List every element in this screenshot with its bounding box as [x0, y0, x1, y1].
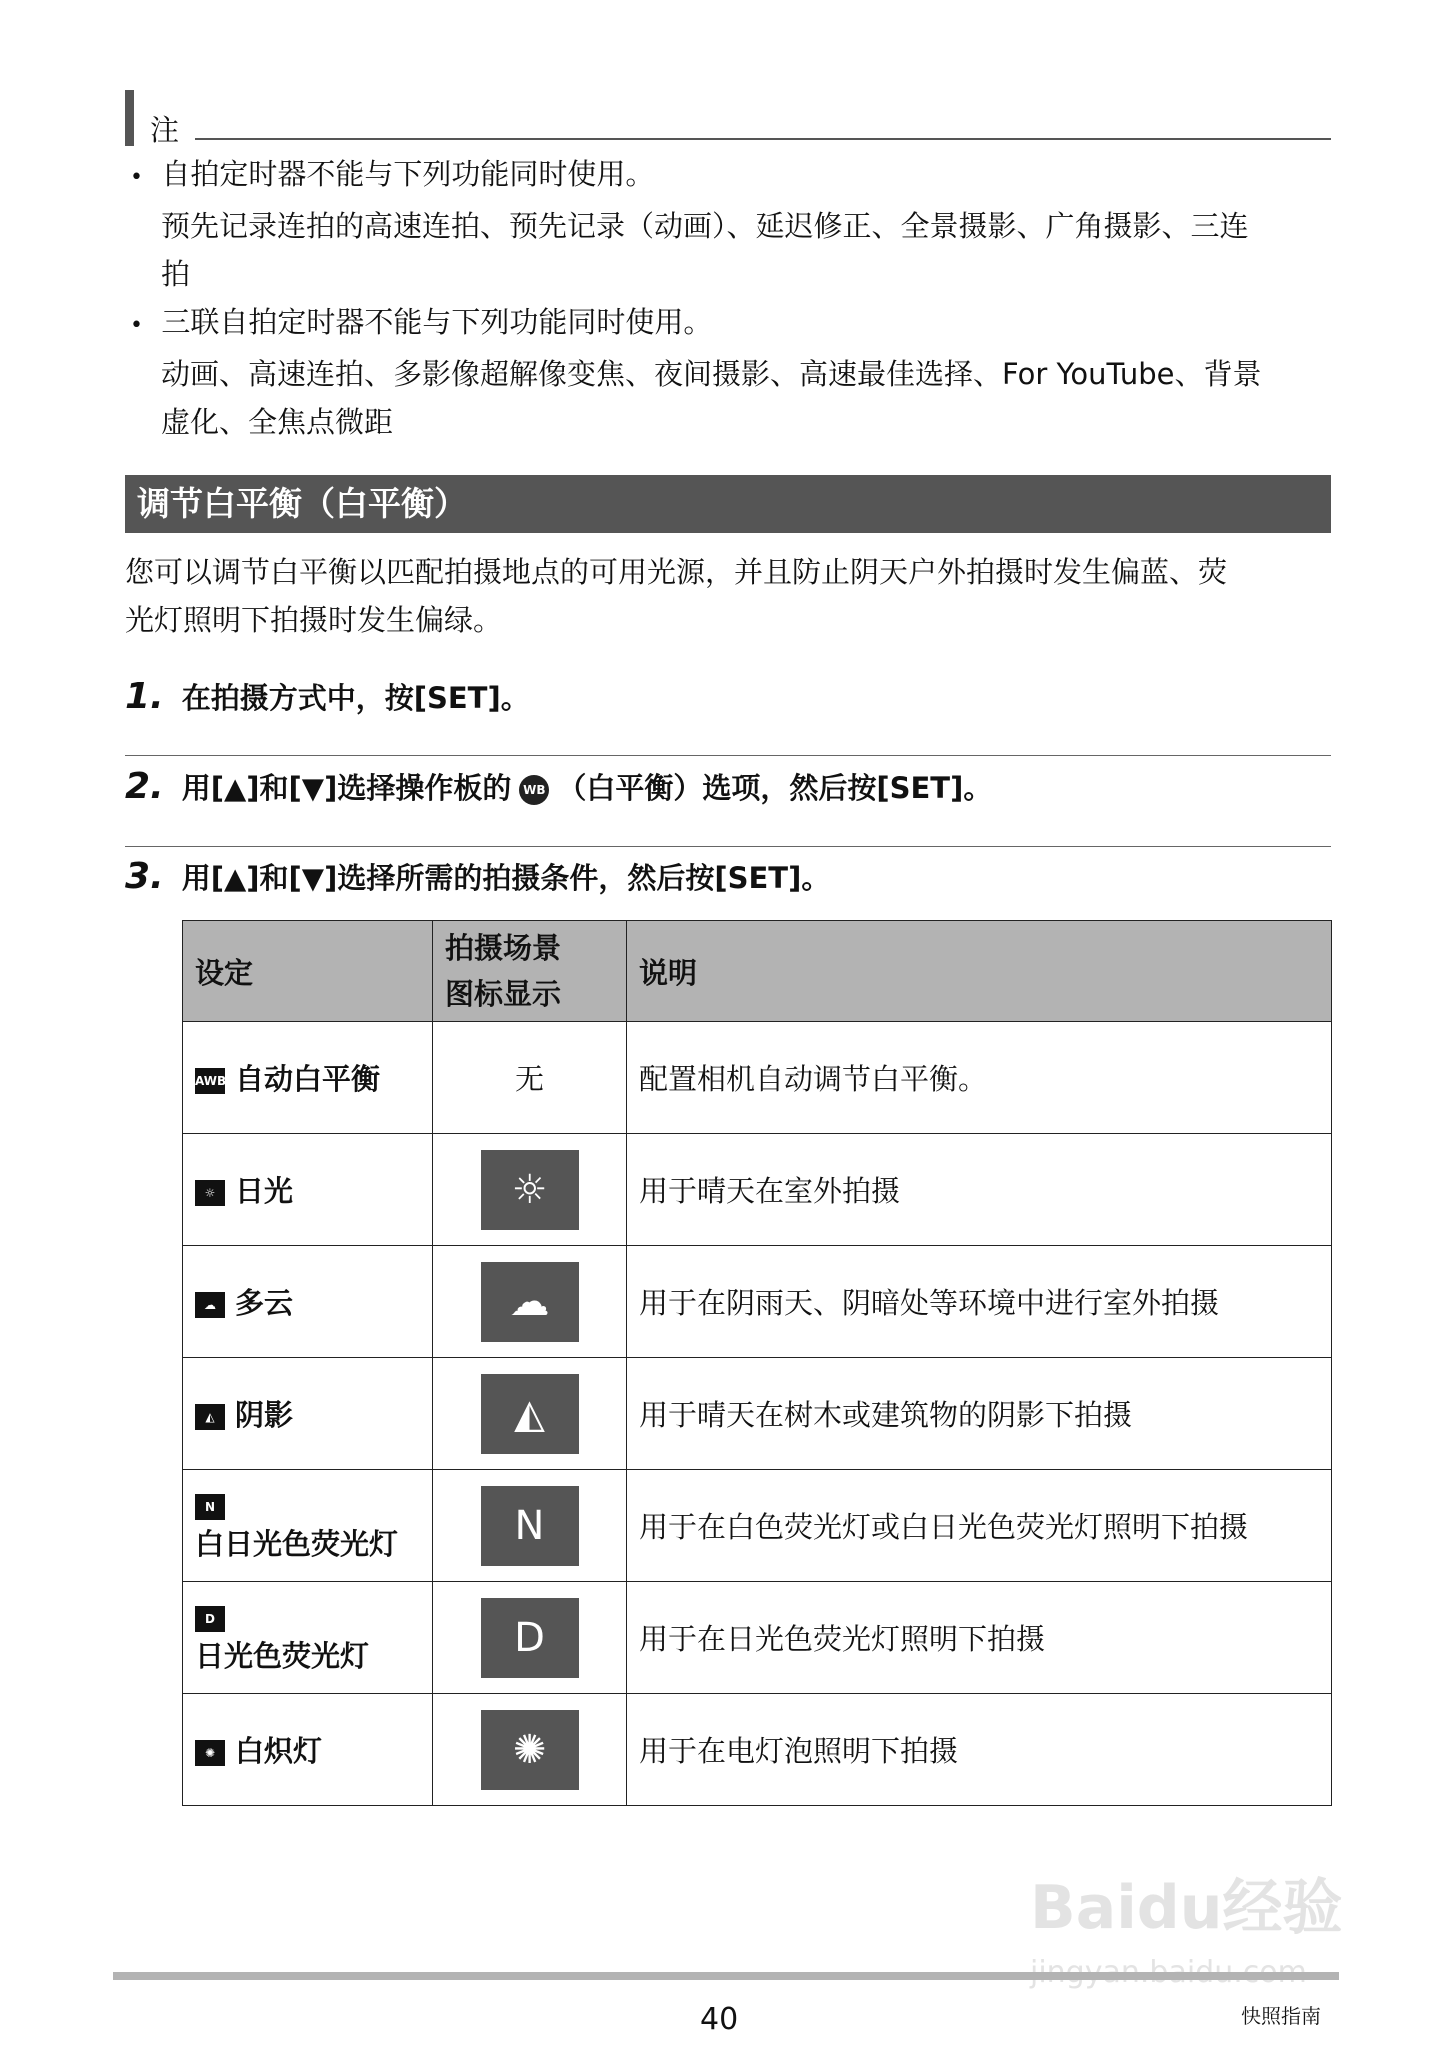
step-text: 用[▲]和[▼]选择操作板的: [181, 771, 512, 805]
step-text: （白平衡）选项，然后按[SET]。: [557, 771, 993, 805]
step-text: 用[▲]和[▼]选择所需的拍摄条件，然后按[SET]。: [181, 861, 831, 895]
bullet-icon: •: [130, 313, 143, 338]
description-cell: 用于在日光色荧光灯照明下拍摄: [627, 1582, 1332, 1694]
setting-cell: [183, 1582, 433, 1694]
table-row: [183, 1246, 1332, 1358]
description-cell: 配置相机自动调节白平衡。: [627, 1022, 1332, 1134]
table-row: [183, 1582, 1332, 1694]
icon-display-cell: [433, 1358, 627, 1470]
setting-cell: [183, 1470, 433, 1582]
note-item: [130, 298, 1261, 350]
watermark-logo: Baidu经验: [1030, 1873, 1343, 1943]
header-description: 说明: [627, 921, 1332, 1022]
icon-display-cell: [433, 1694, 627, 1806]
scene-icon: D: [481, 1598, 579, 1678]
setting-name: 日光: [235, 1174, 294, 1208]
setting-name: 日光色荧光灯: [195, 1639, 370, 1673]
header-text: 拍摄场景图标显示: [445, 931, 562, 1011]
note-list: [130, 150, 1261, 446]
description-cell: 用于晴天在室外拍摄: [627, 1134, 1332, 1246]
icon-display-cell: [433, 1582, 627, 1694]
setting-cell: [183, 1134, 433, 1246]
setting-cell: [183, 1358, 433, 1470]
note-text: 三联自拍定时器不能与下列功能同时使用。: [161, 305, 713, 339]
white-balance-icon: WB: [519, 775, 549, 805]
footer-label: 快照指南: [1241, 2004, 1321, 2028]
note-divider: [195, 138, 1331, 140]
note-text: 虚化、全焦点微距: [161, 405, 394, 439]
cloud-icon: ☁: [195, 1292, 225, 1318]
setting-name: 白日光色荧光灯: [195, 1527, 399, 1561]
table-row: [183, 1470, 1332, 1582]
step-3: [125, 856, 830, 897]
setting-name: 自动白平衡: [235, 1062, 381, 1096]
setting-cell: [183, 1246, 433, 1358]
description-cell: 用于晴天在树木或建筑物的阴影下拍摄: [627, 1358, 1332, 1470]
setting-cell: [183, 1022, 433, 1134]
step-text: 在拍摄方式中，按[SET]。: [181, 681, 530, 715]
scene-icon: ✺: [481, 1710, 579, 1790]
white-balance-table: [182, 920, 1332, 1806]
step-divider: [125, 755, 1331, 756]
section-title: 调节白平衡（白平衡）: [125, 475, 1331, 533]
note-title: 注: [150, 113, 180, 147]
setting-name: 阴影: [235, 1398, 294, 1432]
setting-cell: [183, 1694, 433, 1806]
step-number: 2.: [125, 766, 164, 807]
shade-icon: ◭: [195, 1404, 225, 1430]
description-cell: 用于在阴雨天、阴暗处等环境中进行室外拍摄: [627, 1246, 1332, 1358]
note-text: 动画、高速连拍、多影像超解像变焦、夜间摄影、高速最佳选择、For YouTube、背景: [161, 357, 1262, 391]
description-cell: 用于在白色荧光灯或白日光色荧光灯照明下拍摄: [627, 1470, 1332, 1582]
sun-icon: ☼: [195, 1180, 225, 1206]
header-icon-display: [433, 921, 627, 1022]
note-item: [130, 150, 1261, 202]
icon-display-none: 无: [514, 1062, 544, 1096]
description-cell: 用于在电灯泡照明下拍摄: [627, 1694, 1332, 1806]
page-number: 40: [700, 2002, 739, 2037]
table-row: [183, 1134, 1332, 1246]
note-bar: [125, 90, 134, 146]
step-divider: [125, 846, 1331, 847]
scene-icon: ☁: [481, 1262, 579, 1342]
table-row: [183, 1022, 1332, 1134]
icon-display-cell: [433, 1134, 627, 1246]
note-text: 自拍定时器不能与下列功能同时使用。: [161, 157, 655, 191]
table-header: [183, 921, 1332, 1022]
step-1: [125, 676, 530, 717]
bullet-icon: •: [130, 165, 143, 190]
section-intro: [125, 548, 1227, 644]
step-2: [125, 766, 992, 807]
intro-text: 光灯照明下拍摄时发生偏绿。: [125, 603, 503, 637]
scene-icon: ☼: [481, 1150, 579, 1230]
header-setting: 设定: [183, 921, 433, 1022]
step-number: 3.: [125, 856, 164, 897]
intro-text: 您可以调节白平衡以匹配拍摄地点的可用光源，并且防止阴天户外拍摄时发生偏蓝、荧: [125, 555, 1228, 589]
n-icon: N: [195, 1494, 225, 1520]
awb-icon: AWB: [195, 1068, 225, 1094]
bulb-icon: ✺: [195, 1740, 225, 1766]
icon-display-cell: [433, 1470, 627, 1582]
footer-bar: [113, 1972, 1339, 1980]
note-text: 拍: [161, 257, 191, 291]
scene-icon: N: [481, 1486, 579, 1566]
setting-name: 白炽灯: [235, 1734, 323, 1768]
scene-icon: ◭: [481, 1374, 579, 1454]
step-number: 1.: [125, 676, 164, 717]
setting-name: 多云: [235, 1286, 294, 1320]
icon-display-cell: [433, 1022, 627, 1134]
table-row: [183, 1358, 1332, 1470]
icon-display-cell: [433, 1246, 627, 1358]
table-row: [183, 1694, 1332, 1806]
note-text: 预先记录连拍的高速连拍、预先记录（动画）、延迟修正、全景摄影、广角摄影、三连: [161, 209, 1249, 243]
d-icon: D: [195, 1606, 225, 1632]
